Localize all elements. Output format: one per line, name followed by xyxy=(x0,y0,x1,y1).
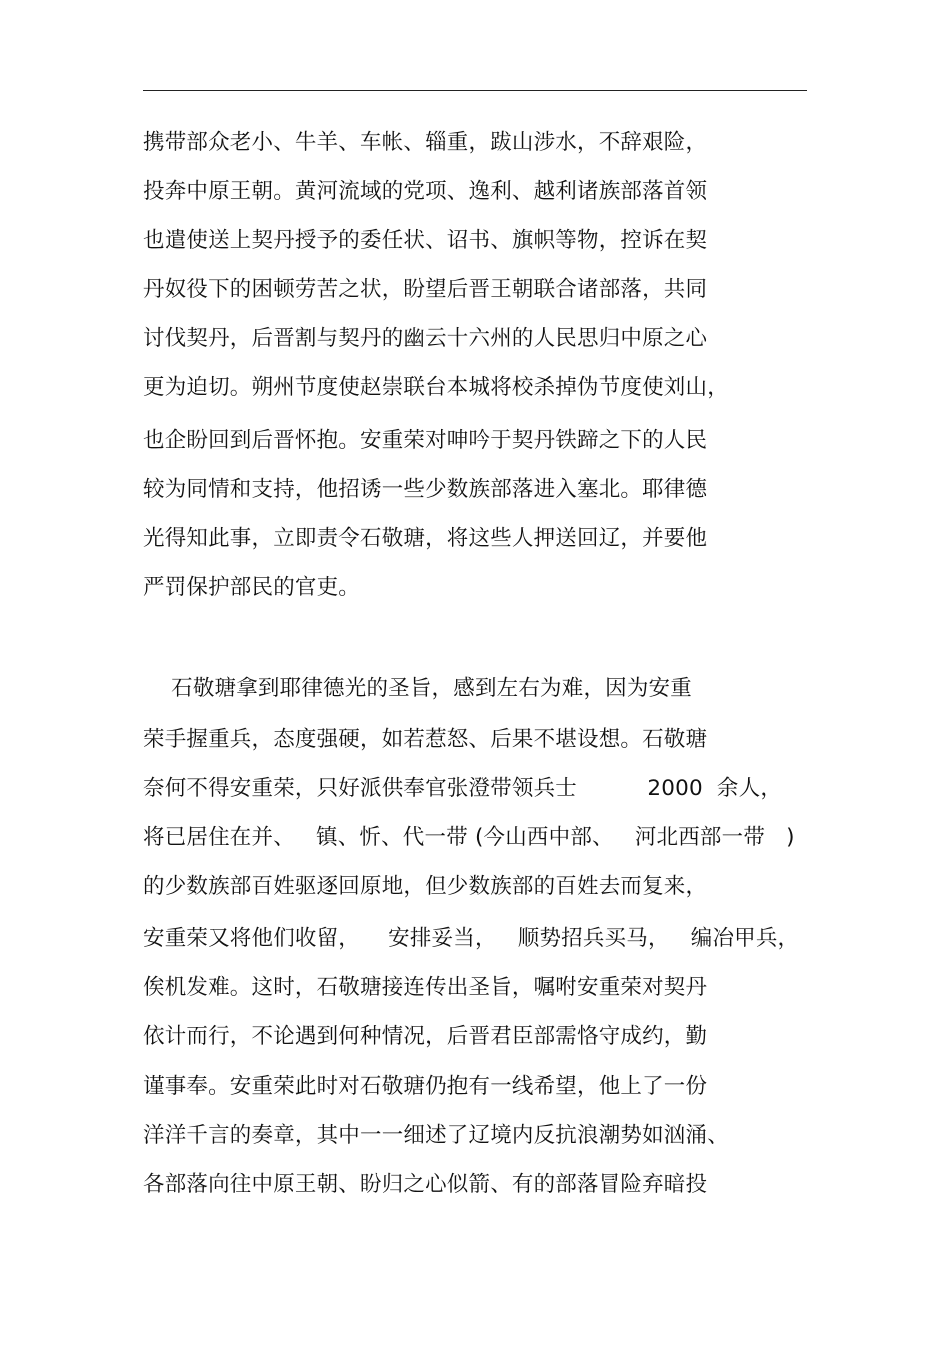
text-line: 安重荣又将他们收留， 安排妥当， 顺势招兵买马， 编冶甲兵， xyxy=(143,926,800,951)
text-line: 的少数族部百姓驱逐回原地，但少数族部的百姓去而复来， xyxy=(143,874,708,899)
text-line: 洋洋千言的奏章，其中一一细述了辽境内反抗浪潮势如汹涌、 xyxy=(143,1123,729,1148)
text-line: 也企盼回到后晋怀抱。安重荣对呻吟于契丹铁蹄之下的人民 xyxy=(143,428,708,453)
text-line: 依计而行，不论遇到何种情况，后晋君臣部需恪守成约，勤 xyxy=(143,1024,708,1049)
text-line: 谨事奉。安重荣此时对石敬瑭仍抱有一线希望，他上了一份 xyxy=(143,1074,708,1099)
text-line: 较为同情和支持，他招诱一些少数族部落进入塞北。耶律德 xyxy=(143,477,708,502)
text-line: 石敬瑭拿到耶律德光的圣旨，感到左右为难，因为安重 xyxy=(143,676,692,701)
text-line: 奈何不得安重荣，只好派供奉官张澄带领兵士 2000 余人， xyxy=(143,776,783,801)
text-line: 也遣使送上契丹授予的委任状、诏书、旗帜等物，控诉在契 xyxy=(143,228,708,253)
text-line: 将已居住在并、 镇、忻、代一带 (今山西中部、 河北西部一带 ) xyxy=(143,825,795,850)
text-line: 各部落向往中原王朝、盼归之心似箭、有的部落冒险弃暗投 xyxy=(143,1172,708,1197)
text-line: 投奔中原王朝。黄河流域的党项、逸利、越利诸族部落首领 xyxy=(143,179,708,204)
text-line: 俟机发难。这时，石敬瑭接连传出圣旨，嘱咐安重荣对契丹 xyxy=(143,975,708,1000)
text-line: 光得知此事，立即责令石敬瑭，将这些人押送回辽，并要他 xyxy=(143,526,708,551)
text-line: 荣手握重兵，态度强硬，如若惹怒、后果不堪设想。石敬瑭 xyxy=(143,727,708,752)
text-line: 携带部众老小、牛羊、车帐、辎重，跋山涉水，不辞艰险， xyxy=(143,130,708,155)
text-line: 讨伐契丹，后晋割与契丹的幽云十六州的人民思归中原之心 xyxy=(143,326,708,351)
text-line: 严罚保护部民的官吏。 xyxy=(143,575,361,600)
text-line: 更为迫切。朔州节度使赵崇联台本城将校杀掉伪节度使刘山， xyxy=(143,375,729,400)
header-rule xyxy=(143,90,807,91)
text-line: 丹奴役下的困顿劳苦之状，盼望后晋王朝联合诸部落，共同 xyxy=(143,277,708,302)
